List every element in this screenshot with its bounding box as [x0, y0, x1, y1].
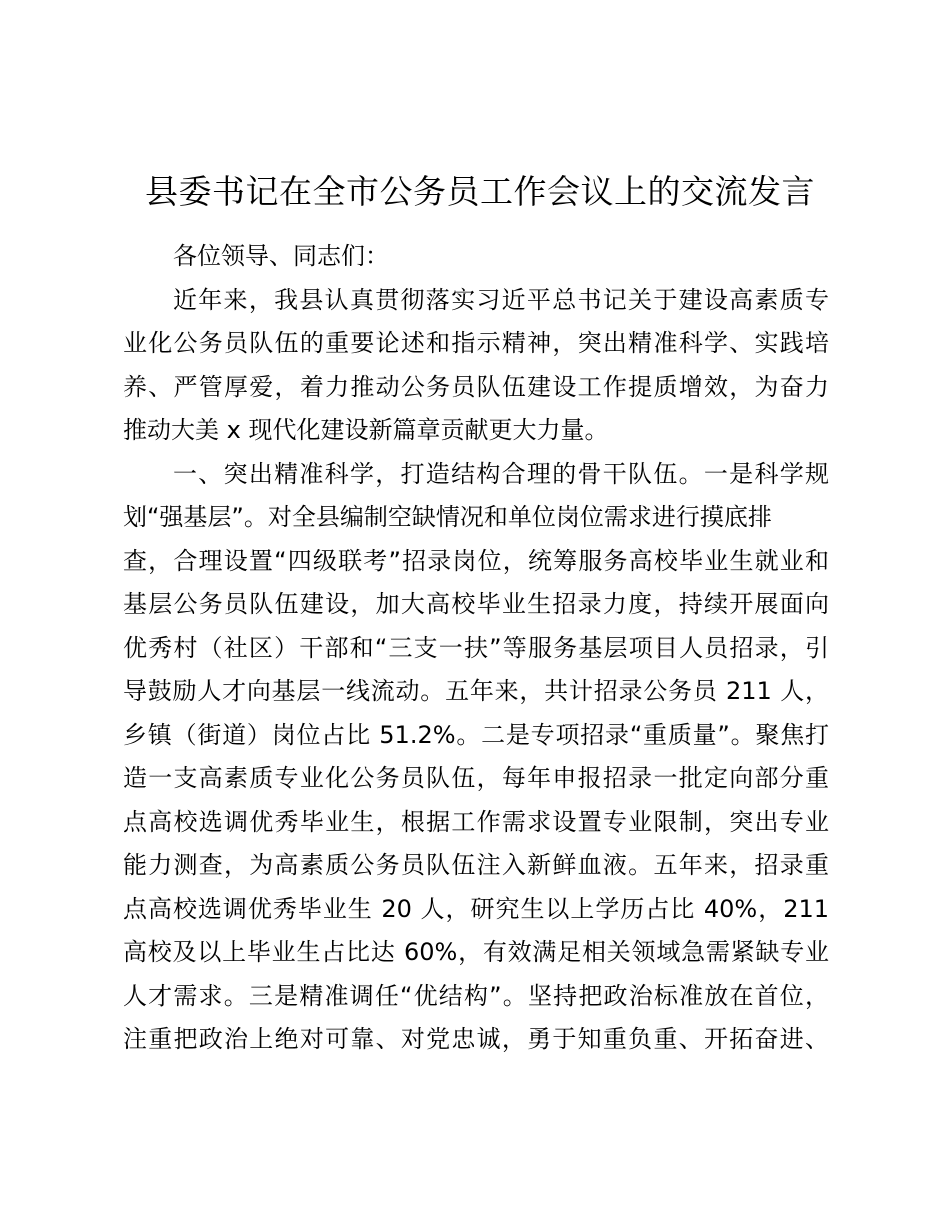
body-text-line: 注重把政治上绝对可靠、对党忠诚，勇于知重负重、开拓奋进、 — [123, 1025, 829, 1053]
body-text-line: 乡镇（街道）岗位占比 51.2%。二是专项招录“重质量”。聚焦打 — [123, 720, 829, 749]
body-text-line: 优秀村（社区）干部和“三支一扶”等服务基层项目人员招录，引 — [123, 633, 829, 662]
body-text-line: 查，合理设置“四级联考”招录岗位，统筹服务高校毕业生就业和 — [123, 546, 829, 575]
body-text-line: 能力测查，为高素质公务员队伍注入新鲜血液。五年来，招录重 — [123, 851, 829, 879]
body-text-line: 导鼓励人才向基层一线流动。五年来，共计招录公务员 211 人， — [123, 677, 829, 705]
body-text-line: 业化公务员队伍的重要论述和指示精神，突出精准科学、实践培 — [123, 329, 829, 357]
body-text-line: 基层公务员队伍建设，加大高校毕业生招录力度，持续开展面向 — [123, 590, 829, 618]
body-text-line: 近年来，我县认真贯彻落实习近平总书记关于建设高素质专 — [173, 285, 829, 314]
body-text-line: 点高校选调优秀毕业生 20 人，研究生以上学历占比 40%，211 — [123, 894, 829, 923]
document-body — [123, 235, 829, 1062]
body-text-line: 造一支高素质专业化公务员队伍，每年申报招录一批定向部分重 — [123, 764, 829, 792]
body-text-line: 高校及以上毕业生占比达 60%，有效满足相关领域急需紧缺专业 — [123, 938, 829, 966]
body-text-line: 一、突出精准科学，打造结构合理的骨干队伍。一是科学规 — [173, 459, 829, 488]
body-text-line: 养、严管厚爱，着力推动公务员队伍建设工作提质增效，为奋力 — [123, 372, 829, 401]
document-title: 县委书记在全市公务员工作会议上的交流发言 — [145, 172, 815, 211]
body-text-line: 推动大美 x 现代化建设新篇章贡献更大力量。 — [123, 416, 609, 444]
body-text-line: 划“强基层”。对全县编制空缺情况和单位岗位需求进行摸底排 — [123, 503, 772, 531]
body-text-line: 点高校选调优秀毕业生，根据工作需求设置专业限制，突出专业 — [123, 807, 829, 836]
body-text-line: 人才需求。三是精准调任“优结构”。坚持把政治标准放在首位， — [123, 981, 829, 1010]
body-text-line: 各位领导、同志们： — [173, 242, 389, 270]
